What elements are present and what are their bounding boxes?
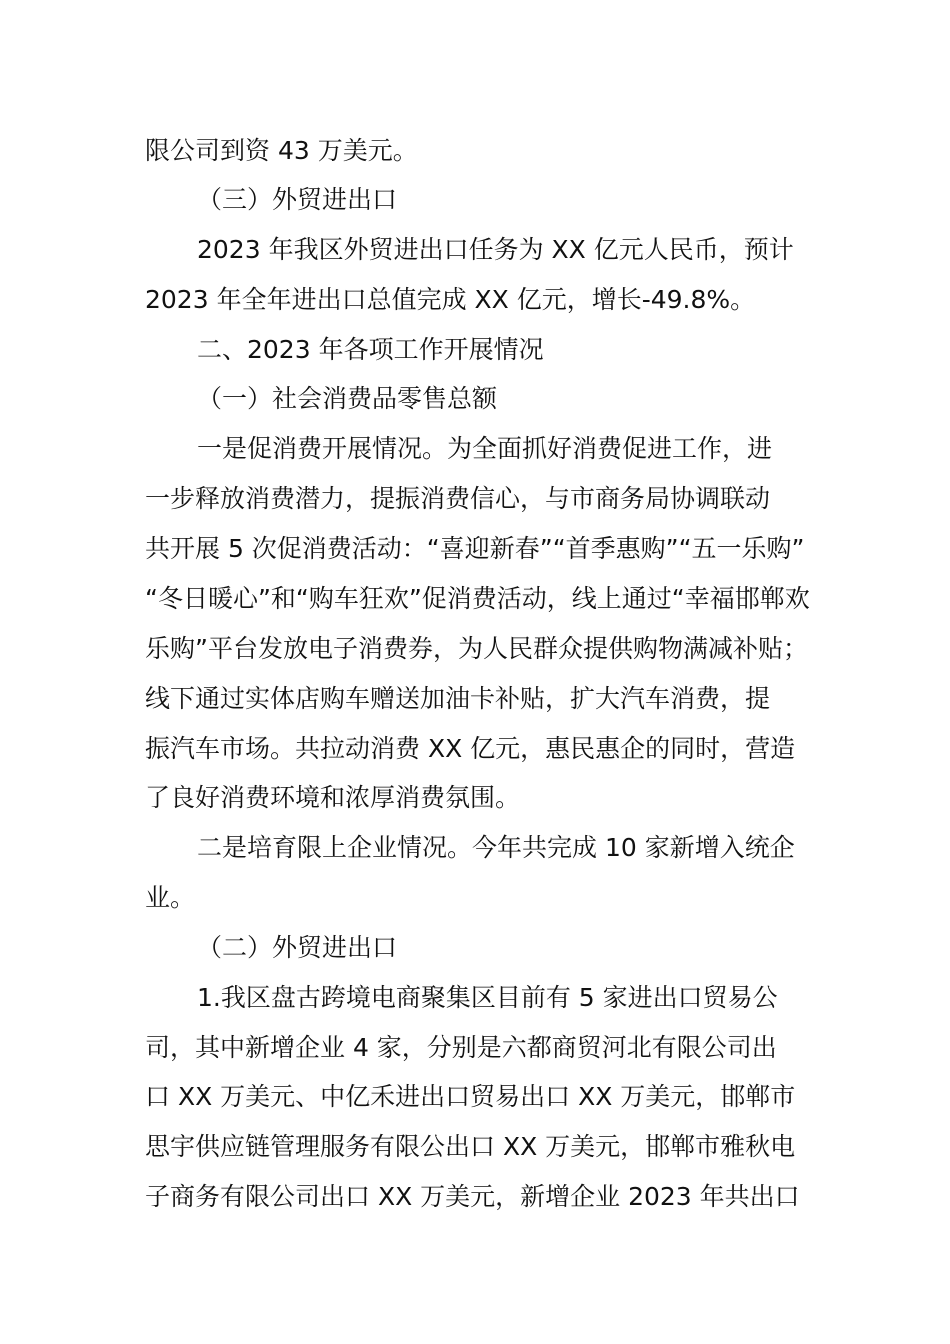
paragraph-line: 口 XX 万美元、中亿禾进出口贸易出口 XX 万美元，邯郸市 bbox=[145, 1082, 796, 1111]
paragraph-line: 线下通过实体店购车赠送加油卡补贴，扩大汽车消费，提 bbox=[145, 684, 771, 713]
paragraph-line: 振汽车市场。共拉动消费 XX 亿元，惠民惠企的同时，营造 bbox=[145, 734, 796, 763]
paragraph-line: 一是促消费开展情况。为全面抓好消费促进工作，进 bbox=[197, 434, 773, 463]
paragraph-line: 2023 年全年进出口总值完成 XX 亿元，增长-49.8%。 bbox=[145, 285, 756, 314]
paragraph-line: 司，其中新增企业 4 家，分别是六都商贸河北有限公司出 bbox=[145, 1033, 777, 1062]
chapter-heading: 二、2023 年各项工作开展情况 bbox=[197, 335, 544, 364]
paragraph-line: 一步释放消费潜力，提振消费信心，与市商务局协调联动 bbox=[145, 484, 771, 513]
paragraph-line: 子商务有限公司出口 XX 万美元，新增企业 2023 年共出口 bbox=[145, 1182, 800, 1211]
paragraph-line: 2023 年我区外贸进出口任务为 XX 亿元人民币，预计 bbox=[197, 235, 794, 264]
paragraph-line: 了良好消费环境和浓厚消费氛围。 bbox=[145, 783, 521, 812]
paragraph-line: 思宇供应链管理服务有限公出口 XX 万美元，邯郸市雅秋电 bbox=[145, 1132, 796, 1161]
paragraph-line: 限公司到资 43 万美元。 bbox=[145, 136, 418, 165]
paragraph-line: 乐购”平台发放电子消费券，为人民群众提供购物满减补贴； bbox=[145, 634, 808, 663]
paragraph-line: “冬日暖心”和“购车狂欢”促消费活动，线上通过“幸福邯郸欢 bbox=[145, 584, 810, 613]
section-heading-retail-sales: （一）社会消费品零售总额 bbox=[197, 384, 498, 413]
section-heading-foreign-trade: （三）外贸进出口 bbox=[197, 185, 398, 214]
paragraph-line: 共开展 5 次促消费活动：“喜迎新春”“首季惠购”“五一乐购” bbox=[145, 534, 805, 563]
section-heading-foreign-trade-2: （二）外贸进出口 bbox=[197, 933, 398, 962]
paragraph-line: 二是培育限上企业情况。今年共完成 10 家新增入统企 bbox=[197, 833, 795, 862]
paragraph-line: 业。 bbox=[145, 883, 196, 912]
paragraph-line: 1.我区盘古跨境电商聚集区目前有 5 家进出口贸易公 bbox=[197, 983, 778, 1012]
